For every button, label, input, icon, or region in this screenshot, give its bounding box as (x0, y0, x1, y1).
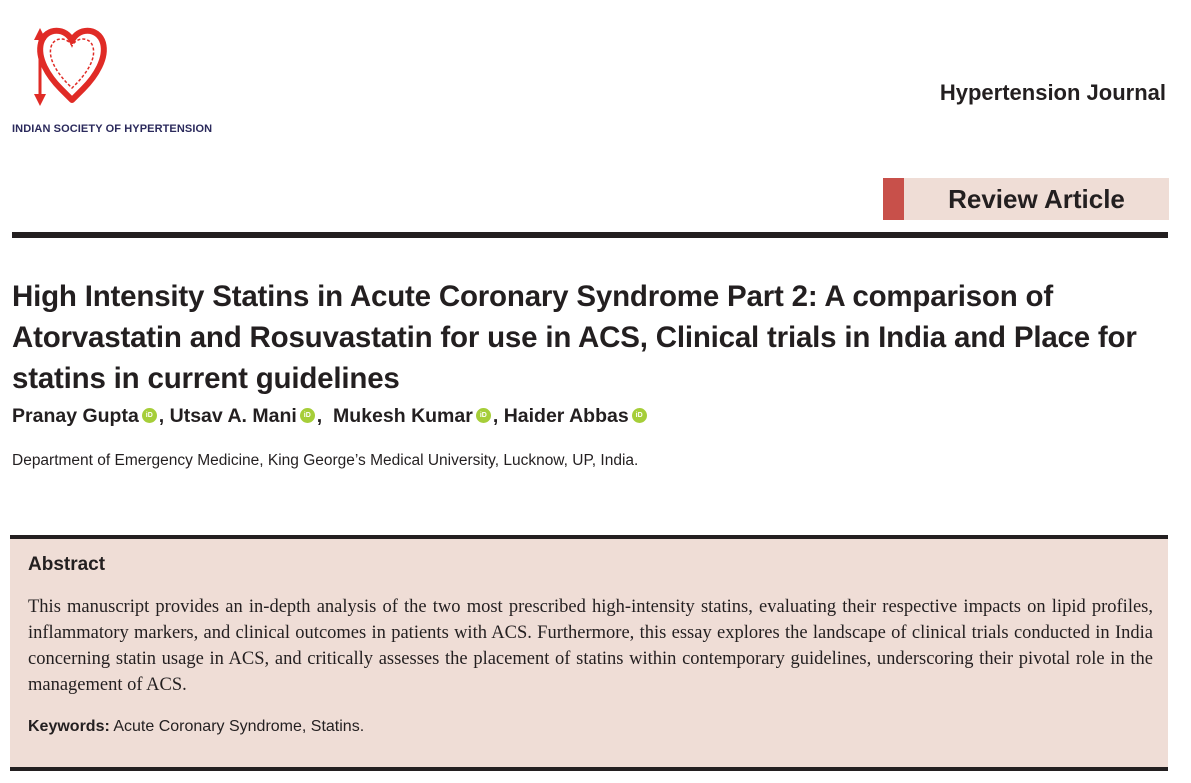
author-separator: , (158, 405, 170, 427)
orcid-icon[interactable]: iD (300, 408, 315, 423)
author-list (12, 405, 649, 428)
keywords-value: Acute Coronary Syndrome, Statins. (113, 718, 365, 735)
author-separator: , (316, 405, 334, 427)
author-separator: , (492, 405, 504, 427)
journal-name: Hypertension Journal (939, 80, 1166, 105)
orcid-icon[interactable]: iD (476, 408, 491, 423)
orcid-icon[interactable]: iD (142, 408, 157, 423)
header-divider (12, 232, 1168, 238)
article-type-banner (883, 178, 1169, 220)
article-title: High Intensity Statins in Acute Coronary Syndrome Part 2: A comparison of Atorvastatin and Rosuvastatin for use in ACS, Clinical trials in India and Place for statins in current guidelines (12, 280, 1137, 395)
keywords-label: Keywords: (28, 718, 110, 735)
author-name: Haider Abbas (503, 405, 629, 427)
abstract-heading: Abstract (28, 554, 106, 575)
author-name: Utsav A. Mani (169, 405, 297, 427)
affiliation: Department of Emergency Medicine, King George’s Medical University, Lucknow, UP, India. (12, 452, 639, 469)
abstract-box (10, 535, 1168, 771)
orcid-icon[interactable]: iD (632, 408, 647, 423)
article-type-label: Review Article (948, 184, 1125, 214)
society-name: INDIAN SOCIETY OF HYPERTENSION (12, 123, 213, 135)
abstract-text: This manuscript provides an in-depth analysis of the two most prescribed high-intensity statins, evaluating their respective impacts on lipid profiles, inflammatory markers, and clinical outcomes in patients with ACS. Furthermore, this essay explores the landscape of clinical trials conducted in India concerning statin usage in ACS, and critically assesses the placement of statins within contemporary guidelines, underscoring their pivotal role in the management of ACS. (28, 597, 1153, 695)
keywords (28, 718, 364, 736)
article-type-accent (883, 178, 904, 220)
author-name: Mukesh Kumar (333, 405, 473, 427)
heart-logo-icon (30, 22, 114, 110)
author-name: Pranay Gupta (12, 405, 139, 427)
